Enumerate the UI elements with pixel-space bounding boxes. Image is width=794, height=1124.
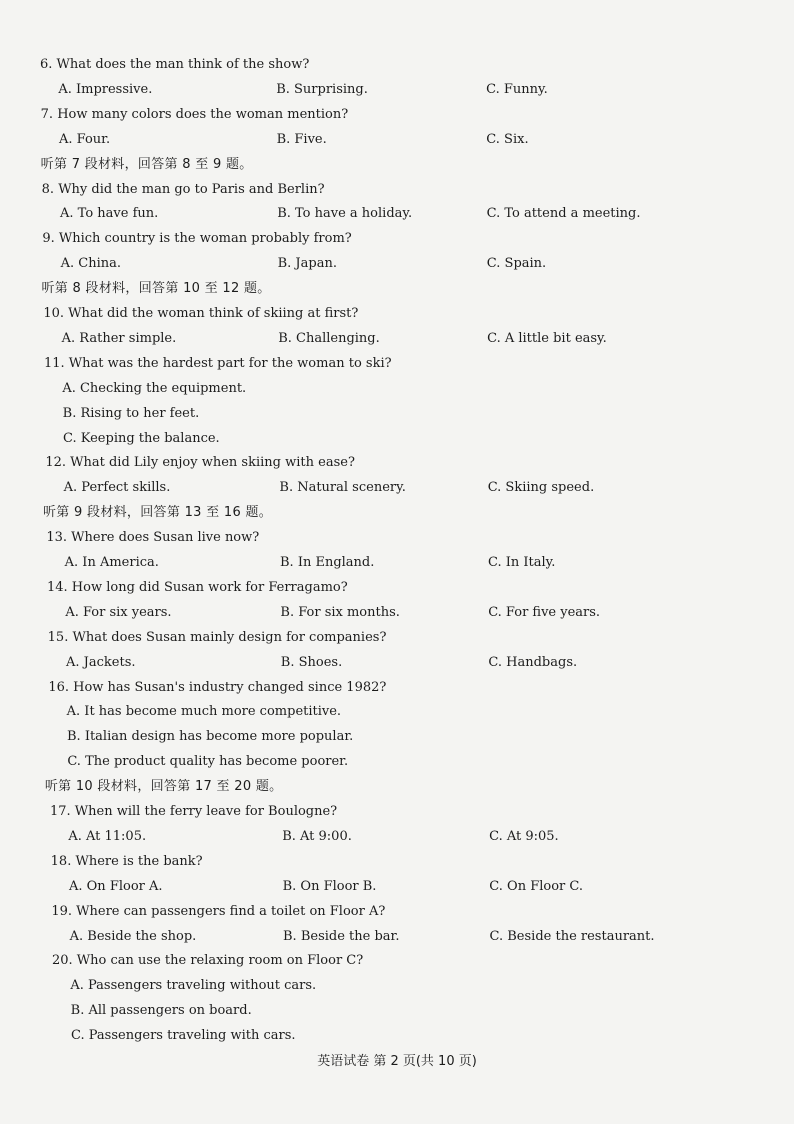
option-b: B. At 9:00.: [282, 828, 352, 844]
option-line: B. All passengers on board.: [70, 1003, 252, 1019]
section-heading: 听第 8 段材料，回答第 10 至 12 题。: [41, 281, 271, 297]
option-b: B. Natural scenery.: [279, 480, 406, 496]
option-b: B. Shoes.: [280, 654, 343, 670]
option-c: C. Beside the restaurant.: [489, 928, 655, 944]
option-a: A. Rather simple.: [61, 330, 177, 346]
section-heading: 听第 9 段材料，回答第 13 至 16 题。: [43, 505, 273, 521]
question-text: 8. Why did the man go to Paris and Berlin?: [41, 181, 325, 197]
option-line: A. Passengers traveling without cars.: [70, 978, 317, 994]
question-text: 9. Which country is the woman probably from?: [42, 231, 352, 247]
option-a: A. At 11:05.: [68, 828, 147, 844]
question-text: 12. What did Lily enjoy when skiing with ease?: [45, 455, 355, 471]
question-text: 17. When will the ferry leave for Boulogne?: [50, 804, 338, 819]
option-a: A. Four.: [59, 131, 111, 147]
option-b: B. Japan.: [277, 256, 337, 272]
question-text: 20. Who can use the relaxing room on Floor C?: [52, 953, 364, 969]
option-line: B. Italian design has become more popular.: [67, 729, 354, 745]
option-line: C. The product quality has become poorer.: [67, 754, 349, 770]
option-c: C. Six.: [486, 131, 529, 147]
question-text: 16. How has Susan's industry changed since 1982?: [48, 679, 387, 695]
section-heading: 听第 10 段材料，回答第 17 至 20 题。: [44, 779, 283, 795]
section-heading: 听第 7 段材料，回答第 8 至 9 题。: [40, 156, 253, 172]
option-c: C. Skiing speed.: [487, 480, 595, 496]
option-line: A. Checking the equipment.: [62, 380, 247, 396]
option-line: A. It has become much more competitive.: [66, 704, 342, 720]
question-text: 13. Where does Susan live now?: [46, 530, 260, 546]
option-line: C. Keeping the balance.: [63, 430, 220, 446]
option-a: A. In America.: [64, 555, 159, 570]
option-c: C. A little bit easy.: [487, 330, 607, 346]
question-text: 11. What was the hardest part for the woman to ski?: [44, 355, 392, 371]
option-b: B. Surprising.: [276, 81, 368, 97]
question-text: 10. What did the woman think of skiing at first?: [43, 306, 359, 321]
option-c: C. Spain.: [486, 256, 547, 272]
option-b: B. For six months.: [280, 604, 400, 620]
option-c: C. Handbags.: [488, 654, 578, 670]
question-text: 7. How many colors does the woman mention?: [40, 106, 349, 122]
option-a: A. Beside the shop.: [69, 928, 197, 944]
option-b: B. On Floor B.: [282, 878, 377, 894]
option-b: B. In England.: [280, 555, 375, 570]
option-line: C. Passengers traveling with cars.: [71, 1028, 296, 1044]
option-b: B. Five.: [276, 131, 327, 147]
question-text: 18. Where is the bank?: [50, 853, 203, 869]
question-text: 6. What does the man think of the show?: [40, 57, 310, 72]
option-a: A. Impressive.: [58, 81, 153, 97]
option-b: B. To have a holiday.: [277, 206, 413, 222]
option-c: C. To attend a meeting.: [486, 206, 641, 222]
option-c: C. On Floor C.: [489, 878, 584, 894]
question-text: 19. Where can passengers find a toilet on Floor A?: [51, 903, 386, 919]
option-c: C. Funny.: [486, 81, 548, 97]
option-a: A. On Floor A.: [69, 878, 163, 894]
option-b: B. Challenging.: [278, 330, 380, 346]
option-a: A. China.: [60, 256, 122, 272]
question-text: 15. What does Susan mainly design for companies?: [47, 629, 387, 645]
option-a: A. For six years.: [65, 604, 172, 620]
option-b: B. Beside the bar.: [283, 928, 400, 944]
option-a: A. To have fun.: [60, 206, 159, 222]
question-text: 14. How long did Susan work for Ferragamo?: [47, 579, 348, 595]
option-a: A. Jackets.: [66, 654, 136, 670]
option-c: C. In Italy.: [488, 555, 556, 570]
option-c: C. For five years.: [488, 604, 601, 620]
option-c: C. At 9:05.: [489, 828, 559, 844]
option-a: A. Perfect skills.: [63, 480, 171, 496]
page-footer: 英语试卷 第 2 页(共 10 页): [317, 1054, 477, 1069]
option-line: B. Rising to her feet.: [62, 405, 200, 421]
